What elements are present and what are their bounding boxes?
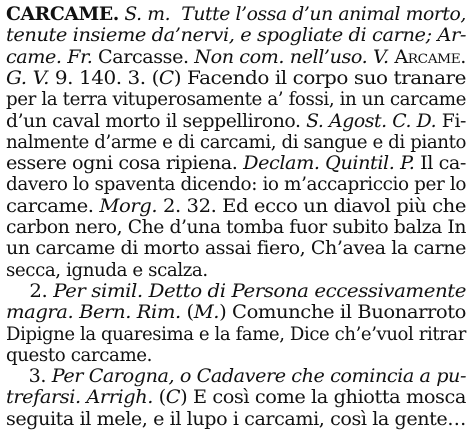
- entry-line: [6, 366, 466, 388]
- entry-text-segment: S. m.: [124, 4, 171, 25]
- entry-text-segment: M.: [193, 302, 220, 324]
- entry-line: [6, 260, 208, 282]
- entry-text-segment: d’un caval morto il seppellirono.: [6, 110, 307, 132]
- entry-line: [6, 25, 466, 47]
- entry-line: [6, 47, 466, 69]
- entry-line: [6, 196, 466, 218]
- entry-line: [6, 345, 152, 367]
- entry-text-segment: CARCAME.: [6, 4, 119, 25]
- entry-text-segment: Dipigne la quaresima e la fame, Dice ch’e’vuol ritrar: [6, 323, 467, 345]
- entry-text-segment: (: [152, 387, 166, 409]
- entry-text-segment: 9. 140. 3. (: [48, 67, 159, 89]
- entry-line: [6, 4, 466, 26]
- entry-line: [6, 174, 466, 196]
- entry-text-segment: secca, ignuda e scalza.: [6, 259, 208, 281]
- entry-text-segment: Per simil.: [53, 280, 143, 302]
- entry-text-segment: came. Fr.: [6, 46, 93, 68]
- entry-line: [6, 217, 466, 239]
- entry-text-segment: 3.: [6, 366, 52, 388]
- entry-line: [6, 238, 466, 260]
- entry-text-segment: Detto di Persona eccessivamente: [148, 280, 466, 302]
- entry-text-segment: carcame.: [6, 195, 100, 217]
- entry-text-segment: essere ogni cosa ripiena.: [6, 153, 244, 175]
- entry-text-segment: Carcasse.: [92, 46, 195, 68]
- entry-text-segment: C: [165, 387, 181, 409]
- entry-line: [6, 132, 466, 154]
- entry-line: [6, 324, 466, 346]
- entry-text-segment: 2. 32. Ed ecco un diavol più che: [157, 195, 467, 217]
- entry-text-segment: tenute insieme da’nervi, e spogliate di carne;: [6, 25, 438, 47]
- entry-text-segment: per la terra vituperosamente a’ fossi, in un carcame: [6, 89, 467, 111]
- entry-text-segment: C: [158, 67, 174, 89]
- entry-text-segment: questo carcame.: [6, 344, 153, 366]
- entry-line: [6, 302, 466, 324]
- entry-text-segment: Arcame.: [394, 46, 466, 68]
- entry-line: [6, 281, 466, 303]
- entry-text-segment: S. Agost. C. D.: [306, 110, 437, 132]
- entry-text-segment: seguita il mele, e il lupo i carcami, così la gente…: [6, 408, 466, 430]
- entry-text-segment: un carcame di morto assai fiero, Ch’avea la carne: [6, 238, 467, 260]
- entry-text-segment: V.: [373, 46, 395, 68]
- entry-line: [6, 89, 466, 111]
- entry-text-segment: Ar-: [437, 25, 466, 47]
- entry-text-segment: magra. Bern. Rim.: [6, 302, 181, 324]
- entry-text-segment: 2.: [6, 280, 54, 302]
- entry-text-segment: Tutte l’ossa d’un animal morto,: [181, 4, 466, 25]
- entry-text-segment: Fi-: [436, 110, 466, 132]
- entry-text-segment: Declam. Quintil. P.: [243, 153, 415, 175]
- entry-text-segment: ) Facendo il corpo suo tranare: [173, 67, 466, 89]
- entry-line: [6, 409, 466, 431]
- entry-text-segment: carbon nero, Che d’una tomba fuor subito balza In: [6, 217, 467, 238]
- entry-text-segment: nalmente d’arme e di carcami, di sangue e di pianto: [6, 131, 467, 153]
- entry-text-segment: ) E così come la ghiotta mosca: [180, 387, 466, 409]
- entry-text-segment: Il ca-: [414, 153, 467, 175]
- entry-line: [6, 387, 466, 409]
- entry-text-segment: trefarsi. Arrigh.: [6, 387, 153, 409]
- entry-text-segment: Non com. nell’uso.: [194, 46, 368, 68]
- entry-text-segment: G. V.: [6, 67, 49, 89]
- entry-text-segment: davero lo spaventa dicendo: io m’accapriccio per lo: [6, 174, 467, 196]
- entry-text-segment: Per Carogna, o Cadavere che comincia a pu-: [51, 366, 467, 388]
- entry-text-segment: [170, 4, 181, 25]
- entry-line: [6, 68, 466, 90]
- entry-text-segment: ) Comunche il Buonarroto: [219, 302, 466, 324]
- entry-text-segment: (: [180, 302, 194, 324]
- entry-line: [6, 153, 466, 175]
- entry-line: [6, 111, 466, 133]
- entry-text-segment: Morg.: [99, 195, 158, 217]
